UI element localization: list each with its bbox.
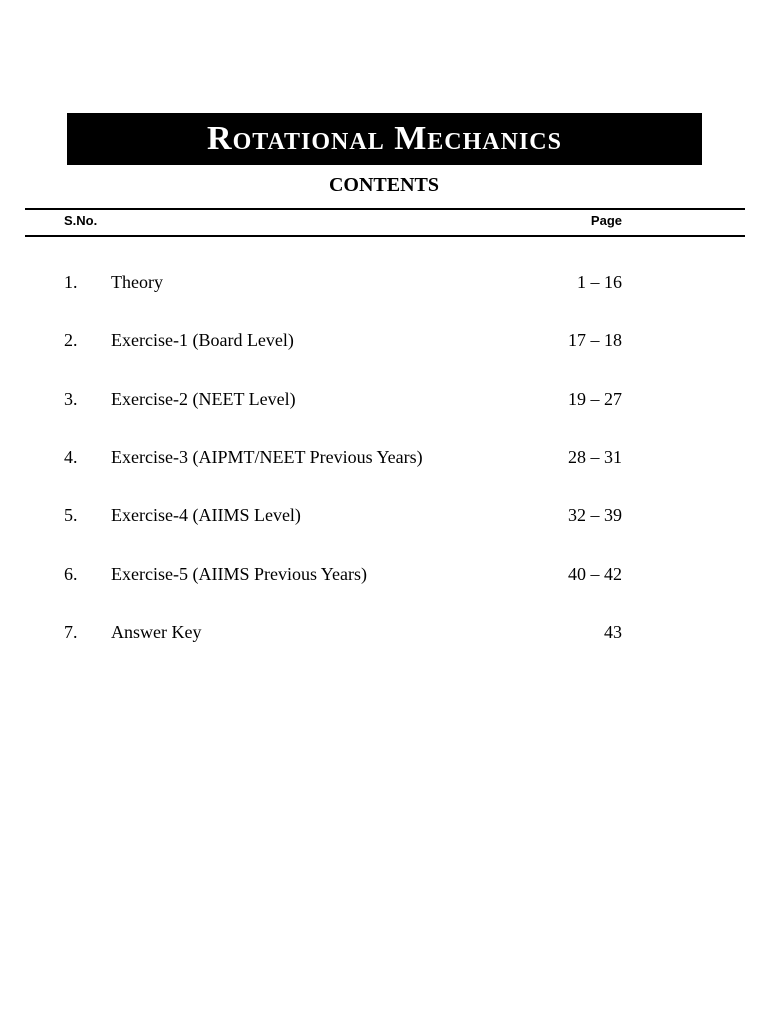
toc-entry-title: Exercise-4 (AIIMS Level) <box>111 505 301 525</box>
toc-entry-title: Exercise-5 (AIIMS Previous Years) <box>111 564 367 584</box>
toc-entry-title: Exercise-2 (NEET Level) <box>111 389 296 409</box>
contents-heading: CONTENTS <box>328 174 440 196</box>
toc-entry-number: 7. <box>64 622 78 642</box>
title-banner <box>67 113 702 165</box>
toc-entry <box>0 444 768 472</box>
toc-entry-pages: 32 – 39 <box>568 505 622 525</box>
toc-entry-number: 6. <box>64 564 78 584</box>
toc-entry <box>0 386 768 414</box>
toc-entry-pages: 28 – 31 <box>568 447 622 467</box>
toc-entry-title: Exercise-3 (AIPMT/NEET Previous Years) <box>111 447 423 467</box>
document-title: Rotational Mechanics <box>207 120 562 157</box>
toc-entry-title: Answer Key <box>111 622 202 642</box>
toc-entry <box>0 502 768 530</box>
column-header-page: Page <box>590 213 622 228</box>
header-top-rule <box>25 208 745 210</box>
toc-entry-title: Exercise-1 (Board Level) <box>111 330 294 350</box>
toc-entry-number: 5. <box>64 505 78 525</box>
toc-entry-pages: 17 – 18 <box>568 330 622 350</box>
toc-entry-number: 3. <box>64 389 78 409</box>
toc-entry-pages: 19 – 27 <box>568 389 622 409</box>
toc-entry-title: Theory <box>111 272 163 292</box>
toc-entry <box>0 269 768 297</box>
toc-entry <box>0 561 768 589</box>
toc-entry <box>0 327 768 355</box>
header-bottom-rule <box>25 235 745 237</box>
toc-entry-number: 4. <box>64 447 78 467</box>
toc-entry-number: 1. <box>64 272 78 292</box>
toc-entry-pages: 40 – 42 <box>568 564 622 584</box>
toc-entry-number: 2. <box>64 330 78 350</box>
column-header-sno: S.No. <box>64 213 98 228</box>
toc-entry-pages: 43 <box>604 622 622 642</box>
toc-entry <box>0 619 768 647</box>
toc-entry-pages: 1 – 16 <box>577 272 622 292</box>
